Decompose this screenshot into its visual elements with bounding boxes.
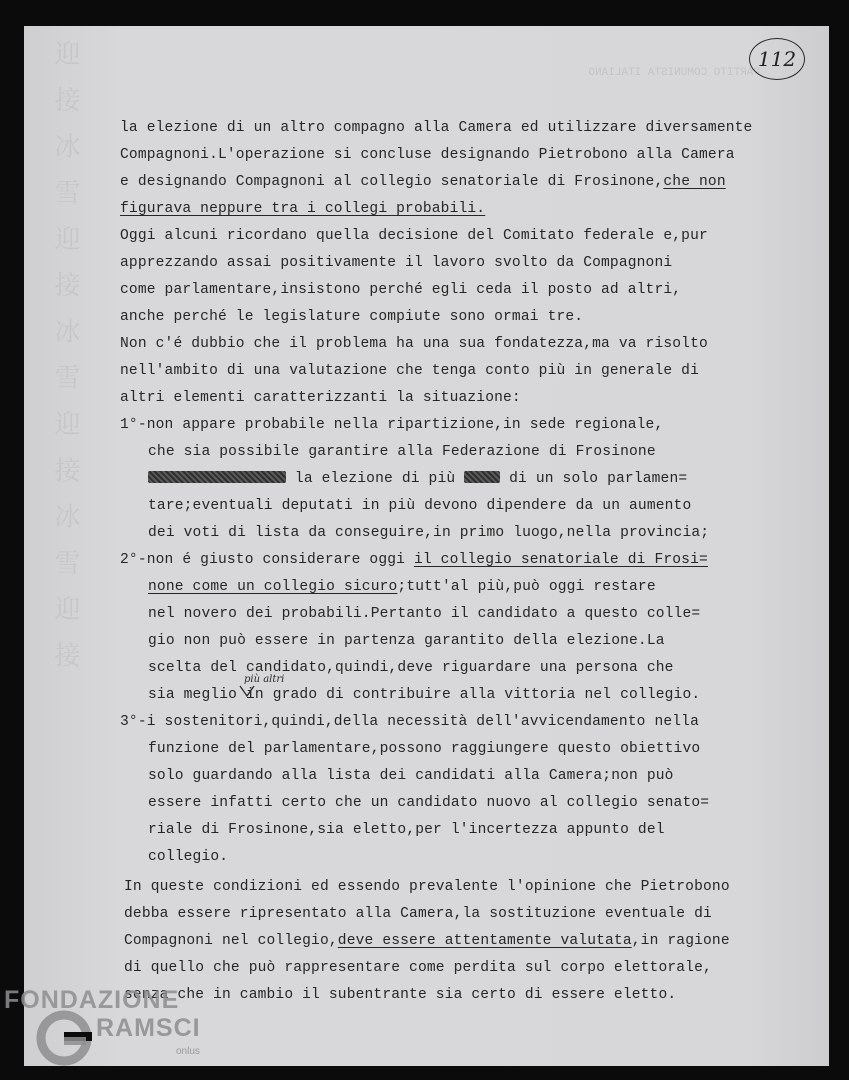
text-line-13: che sia possibile garantire alla Federazione di Frosinone bbox=[148, 444, 656, 460]
text-line-32: di quello che può rappresentare come perdita sul corpo elettorale, bbox=[124, 960, 712, 976]
text-line-18: none come un collegio sicuro;tutt'al più,può oggi restare bbox=[148, 579, 656, 595]
text-line-31: Compagnoni nel collegio,deve essere attentamente valutata,in ragione bbox=[124, 933, 730, 949]
text-line-25: solo guardando alla lista dei candidati alla Camera;non può bbox=[148, 768, 674, 784]
underlined-phrase: deve essere attentamente valutata bbox=[337, 933, 632, 949]
text-line-24: funzione del parlamentare,possono raggiungere questo obiettivo bbox=[148, 741, 701, 757]
text-line-27: riale di Frosinone,sia eletto,per l'incertezza appunto del bbox=[148, 822, 665, 838]
underlined-phrase: none come un collegio sicuro bbox=[148, 579, 398, 595]
text-line-10: nell'ambito di una valutazione che tenga conto più in generale di bbox=[120, 363, 699, 379]
text-line-26: essere infatti certo che un candidato nuovo al collegio senato= bbox=[148, 795, 710, 811]
fondazione-gramsci-logo: FONDAZIONE RAMSCI onlus bbox=[4, 986, 234, 1076]
text-line-29: In queste condizioni ed essendo prevalente l'opinione che Pietrobono bbox=[124, 879, 730, 895]
page-number: 112 bbox=[749, 38, 805, 80]
text-line-22: sia meglio in grado di contribuire alla vittoria nel collegio. bbox=[148, 687, 701, 703]
logo-g-mark-icon bbox=[36, 1010, 92, 1066]
text-line-1: la elezione di un altro compagno alla Camera ed utilizzare diversamente bbox=[120, 120, 753, 136]
bleed-through-characters: 迎 接 冰 雪 迎 接 冰 雪 迎 接 冰 雪 迎 接 bbox=[50, 40, 80, 674]
text-line-21: scelta del candidato,quindi,deve riguardare una persona che bbox=[148, 660, 674, 676]
text-line-15: tare;eventuali deputati in più devono dipendere da un aumento bbox=[148, 498, 692, 514]
text-line-4 bbox=[120, 200, 485, 218]
text-line-2: Compagnoni.L'operazione si concluse designando Pietrobono alla Camera bbox=[120, 147, 735, 163]
text-line-28: collegio. bbox=[148, 849, 229, 865]
text-line-14: la elezione di più di un solo parlamen= bbox=[148, 470, 687, 488]
underlined-phrase: il collegio senatoriale di Frosi= bbox=[413, 552, 708, 568]
text-line-11: altri elementi caratterizzanti la situazione: bbox=[120, 390, 521, 406]
crossed-out-word bbox=[464, 471, 500, 483]
text-line-3: e designando Compagnoni al collegio senatoriale di Frosinone,che non bbox=[120, 174, 726, 190]
handwritten-insertion: più altri bbox=[244, 674, 285, 685]
text-line-5: Oggi alcuni ricordano quella decisione del Comitato federale e,pur bbox=[120, 228, 708, 244]
text-line-30: debba essere ripresentato alla Camera,la sostituzione eventuale di bbox=[124, 906, 712, 922]
text-line-19: nel novero dei probabili.Pertanto il candidato a questo colle= bbox=[148, 606, 701, 622]
text-line-7: come parlamentare,insistono perché egli ceda il posto ad altri, bbox=[120, 282, 682, 298]
crossed-out-word bbox=[148, 471, 286, 483]
underlined-phrase: che non bbox=[663, 174, 726, 190]
text-line-12: 1°-non appare probabile nella ripartizione,in sede regionale, bbox=[120, 417, 664, 433]
underlined-phrase: figurava neppure tra i collegi probabili. bbox=[120, 201, 486, 217]
insertion-caret-icon bbox=[238, 684, 260, 698]
text-line-16: dei voti di lista da conseguire,in primo luogo,nella provincia; bbox=[148, 525, 710, 541]
text-line-8: anche perché le legislature compiute sono ormai tre. bbox=[120, 309, 584, 325]
text-line-17: 2°-non é giusto considerare oggi il collegio senatoriale di Frosi= bbox=[120, 552, 708, 568]
text-line-33: senza che in cambio il subentrante sia certo di essere eletto. bbox=[124, 987, 677, 1003]
text-line-6: apprezzando assai positivamente il lavoro svolto da Compagnoni bbox=[120, 255, 673, 271]
text-line-20: gio non può essere in partenza garantito della elezione.La bbox=[148, 633, 665, 649]
text-line-9: Non c'é dubbio che il problema ha una sua fondatezza,ma va risolto bbox=[120, 336, 708, 352]
text-line-23: 3°-i sostenitori,quindi,della necessità dell'avvicendamento nella bbox=[120, 714, 699, 730]
bleed-through-header: PARTITO COMUNISTA ITALIANO bbox=[588, 67, 760, 79]
